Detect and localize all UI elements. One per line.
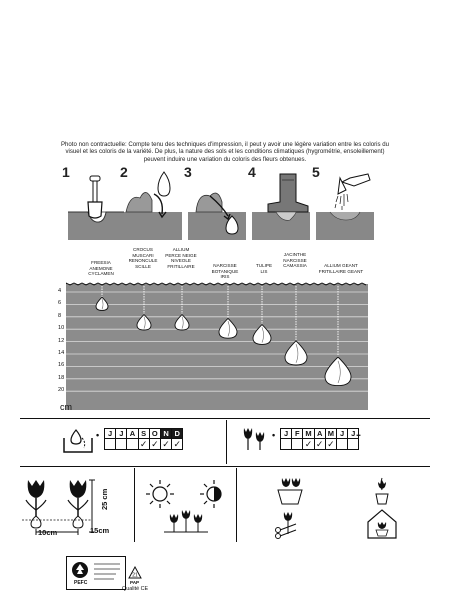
step-5-water <box>312 164 374 242</box>
depth-tick-label: 12 <box>58 337 65 344</box>
flower-bed-icon <box>164 510 208 532</box>
planting-depth-chart <box>66 282 368 410</box>
pot-and-cutting <box>270 474 310 540</box>
month-check-cell: ✓ <box>139 439 150 450</box>
month-check-cell <box>337 439 348 450</box>
depth-tick-label: 10 <box>58 325 65 332</box>
month-check-cell <box>127 439 138 450</box>
flowering-checks <box>280 439 359 450</box>
flowering-months <box>280 428 362 439</box>
depth-tick-label: 6 <box>58 300 62 307</box>
flower-group-label: ALLIUM GEANT FRITILLAIRE GEANT <box>318 263 364 274</box>
spade-icon <box>66 164 124 242</box>
month-check-cell <box>348 439 359 450</box>
month-cell: J <box>116 428 127 439</box>
half-shade-icon <box>200 480 221 508</box>
month-cell: J <box>337 428 348 439</box>
divider <box>226 420 227 464</box>
month-check-cell: ✓ <box>161 439 172 450</box>
step-2-place-bulb <box>120 164 182 242</box>
month-cell: A <box>315 428 326 439</box>
pefc-label: PEFC <box>74 580 88 586</box>
sun-exposure <box>142 474 232 538</box>
month-cell: O <box>150 428 161 439</box>
step-number: 2 <box>120 164 128 180</box>
pap-label: PAP <box>130 580 140 585</box>
cover-soil-icon <box>188 164 246 242</box>
month-cell: F <box>292 428 303 439</box>
flower-group-label: ALLIUM PERCE NEIGE NIVEOLE FRITILLAIRE <box>165 247 197 269</box>
month-check-cell <box>116 439 127 450</box>
month-check-cell: ✓ <box>326 439 337 450</box>
depth-tick-label: 4 <box>58 288 62 294</box>
svg-text:21: 21 <box>132 572 138 579</box>
divider <box>20 418 430 419</box>
month-cell: M <box>326 428 337 439</box>
tulip-icon <box>26 480 46 528</box>
month-check-cell <box>280 439 292 450</box>
flower-group-label: JACINTHE NARCISSE CAMASSIA <box>283 252 307 269</box>
flower-pot-icon <box>278 478 302 504</box>
tulip-icon <box>68 480 88 528</box>
month-cell: J <box>280 428 292 439</box>
flowering-tulips-icon <box>238 424 270 452</box>
divider <box>20 466 430 467</box>
planting-depth-label: 15cm <box>90 526 110 535</box>
step-3-cover <box>184 164 246 242</box>
month-cell: M <box>303 428 314 439</box>
calendar-ellipsis: • <box>96 430 100 440</box>
calendar-ellipsis: • <box>272 430 276 440</box>
month-cell: N <box>161 428 172 439</box>
step-number: 3 <box>184 164 192 180</box>
bulb-drop-icon <box>124 164 182 242</box>
depth-tick-label: 18 <box>58 374 65 381</box>
month-check-cell: ✓ <box>315 439 326 450</box>
bulb-sprout-icon <box>376 478 388 504</box>
house-icon <box>368 510 396 538</box>
divider <box>134 468 135 542</box>
month-check-cell: ✓ <box>172 439 183 450</box>
flower-group-label: CROCUS MUSCARI RENONCULE SCILLE <box>128 247 158 269</box>
spacing-between-label: 10cm <box>38 528 58 537</box>
flower-group-label: FREESIA ANEMONE CYCLAMEN <box>88 260 114 277</box>
depth-unit-label: cm <box>60 402 72 412</box>
month-cell: J <box>104 428 116 439</box>
watering-can-icon <box>316 164 374 242</box>
step-number: 5 <box>312 164 320 180</box>
step-4-press <box>248 164 310 242</box>
month-check-cell: ✓ <box>150 439 161 450</box>
month-cell: S <box>139 428 150 439</box>
depth-tick-label: 14 <box>58 350 65 356</box>
month-cell: J <box>348 428 359 439</box>
planting-months <box>104 428 183 439</box>
month-check-cell <box>292 439 303 450</box>
flower-group-label: NARCISSE BOTANIQUE IRIS <box>211 263 239 280</box>
full-sun-icon <box>146 480 174 508</box>
month-check-cell <box>104 439 116 450</box>
recycle-icon <box>128 566 142 580</box>
boot-icon <box>252 164 310 242</box>
disclaimer-text: Photo non contractuelle: Compte tenu des techniques d'impression, il peut y avoir une légère variation entre les coloris du visuel et les coloris de la variété. De plus, la nature des sols et les conditions climatiques (hygrométrie, ensoleillement) peuvent induire une variation du coloris des fleurs obtenues. <box>60 141 390 163</box>
step-number: 4 <box>248 164 256 180</box>
depth-tick-label: 8 <box>58 312 62 319</box>
month-cell: A <box>127 428 138 439</box>
flower-group-label: TULIPE LIS <box>255 263 273 274</box>
indoor-outdoor <box>364 474 400 540</box>
height-label: 25 cm <box>100 488 109 510</box>
step-number: 1 <box>62 164 70 180</box>
month-check-cell: ✓ <box>303 439 314 450</box>
planting-checks <box>104 439 183 450</box>
depth-tick-label: 20 <box>58 387 65 394</box>
divider <box>236 468 237 542</box>
step-1-dig <box>62 164 124 242</box>
depth-tick-label: 16 <box>58 362 65 369</box>
calendar-ellipsis: .. <box>356 428 362 438</box>
planting-bulb-icon <box>62 424 94 456</box>
scissors-icon <box>276 512 297 539</box>
month-cell: D <box>172 428 183 439</box>
quality-label: Qualité CE <box>122 586 149 592</box>
